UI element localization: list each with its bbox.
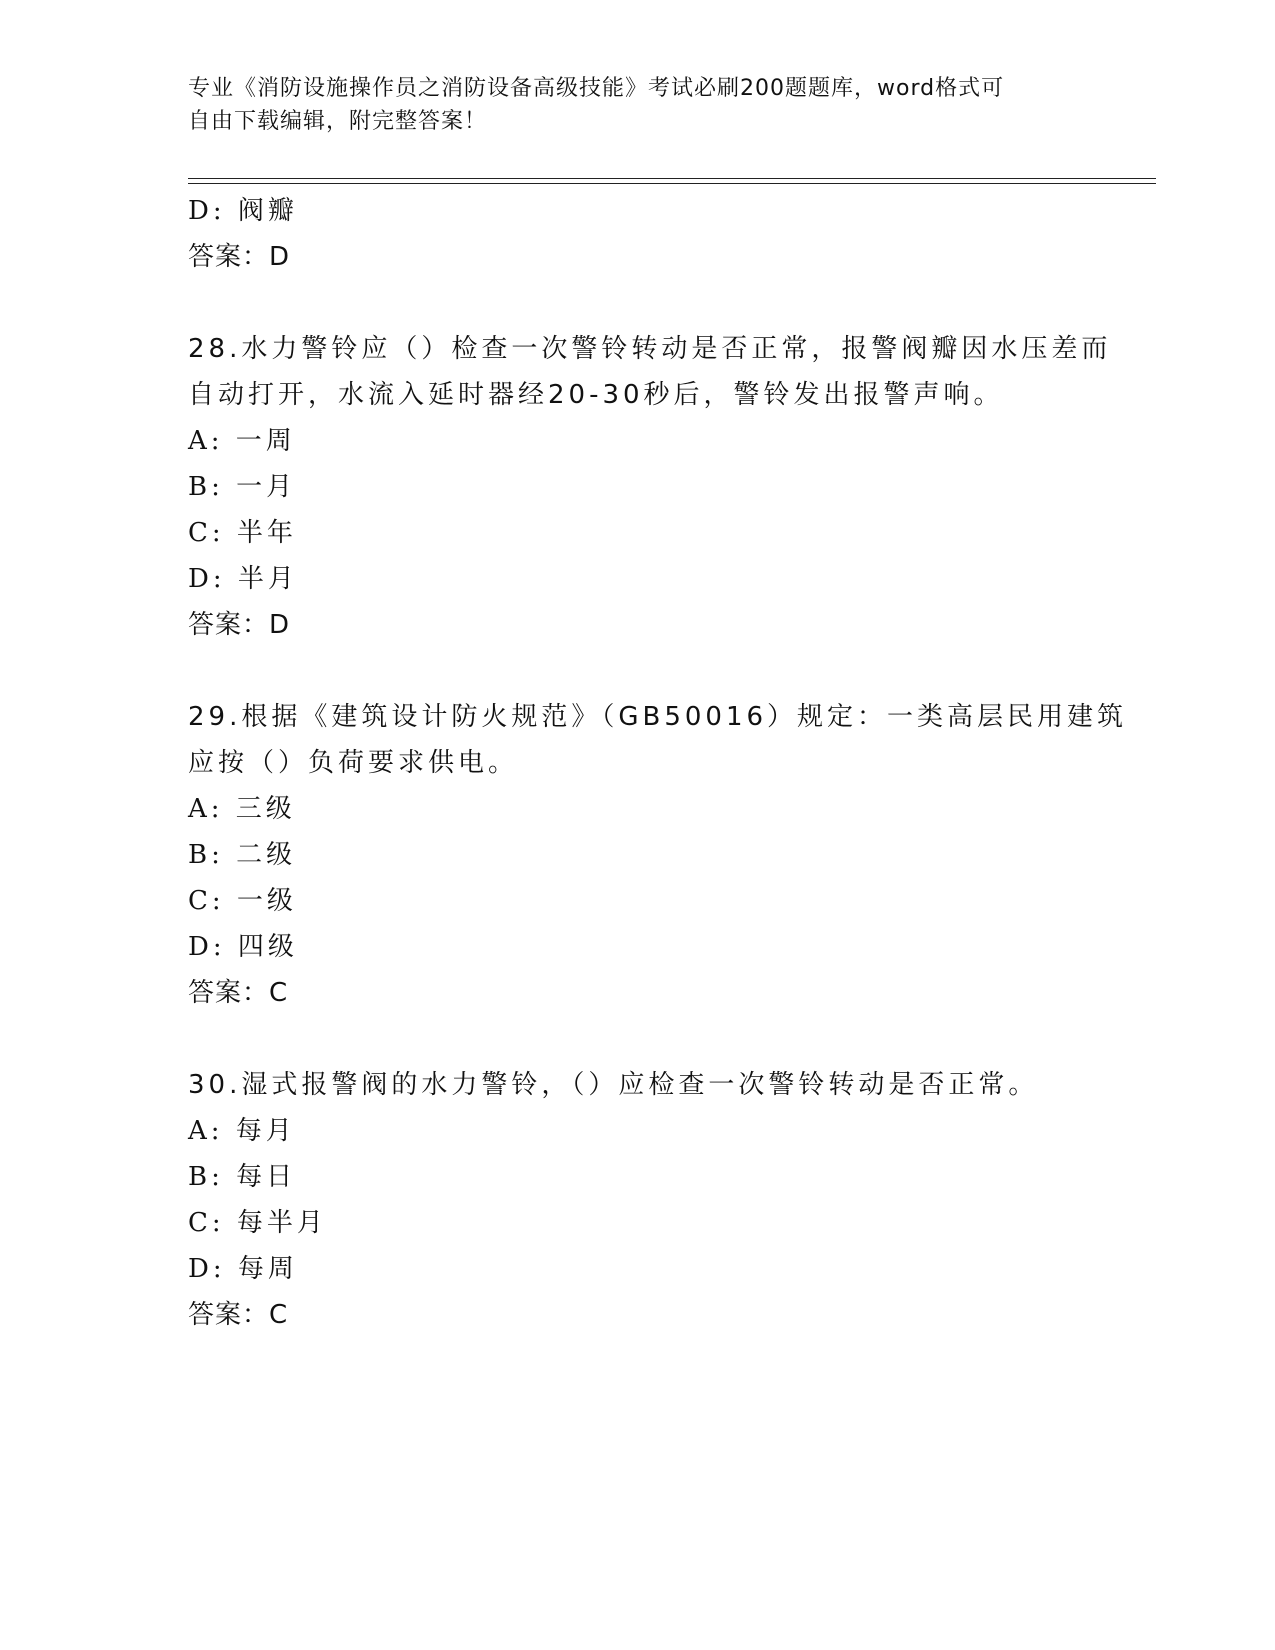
question-29 <box>188 694 1128 1016</box>
question-28 <box>188 326 1112 648</box>
option-c: C: 半年 <box>188 518 297 548</box>
question-stem-line: 28.水力警铃应（）检查一次警铃转动是否正常，报警阀瓣因水压差而 <box>188 334 1112 364</box>
option-b: B: 每日 <box>188 1162 297 1192</box>
header-divider-top <box>188 178 1156 179</box>
answer: 答案：C <box>188 1300 289 1330</box>
question-stem-line: 29.根据《建筑设计防火规范》（GB50016）规定：一类高层民用建筑 <box>188 702 1128 732</box>
answer: 答案：D <box>188 610 291 640</box>
previous-question-tail <box>188 188 1108 280</box>
question-stem-line: 30.湿式报警阀的水力警铃，（）应检查一次警铃转动是否正常。 <box>188 1070 1039 1100</box>
question-30 <box>188 1062 1108 1338</box>
option-c: C: 每半月 <box>188 1208 327 1238</box>
header-line-2: 自由下载编辑，附完整答案！ <box>188 109 488 134</box>
answer: 答案：C <box>188 978 289 1008</box>
option-a: A: 每月 <box>188 1116 296 1146</box>
spacer <box>188 280 1108 326</box>
header-line-1: 专业《消防设施操作员之消防设备高级技能》考试必刷200题题库，word格式可 <box>188 76 1005 101</box>
option-d: D: 半月 <box>188 564 298 594</box>
option-b: B: 二级 <box>188 840 297 870</box>
option-d: D: 阀瓣 <box>188 196 298 226</box>
option-a: A: 一周 <box>188 426 296 456</box>
page-header <box>188 72 1088 138</box>
question-list <box>188 188 1128 1338</box>
spacer <box>188 1016 1108 1062</box>
option-d: D: 四级 <box>188 932 298 962</box>
header-divider-bottom <box>188 183 1156 184</box>
question-stem-line: 自动打开，水流入延时器经20-30秒后，警铃发出报警声响。 <box>188 380 1004 410</box>
question-stem-line: 应按（）负荷要求供电。 <box>188 748 519 778</box>
option-c: C: 一级 <box>188 886 297 916</box>
answer: 答案：D <box>188 242 291 272</box>
option-a: A: 三级 <box>188 794 296 824</box>
spacer <box>188 648 1108 694</box>
option-d: D: 每周 <box>188 1254 298 1284</box>
option-b: B: 一月 <box>188 472 297 502</box>
